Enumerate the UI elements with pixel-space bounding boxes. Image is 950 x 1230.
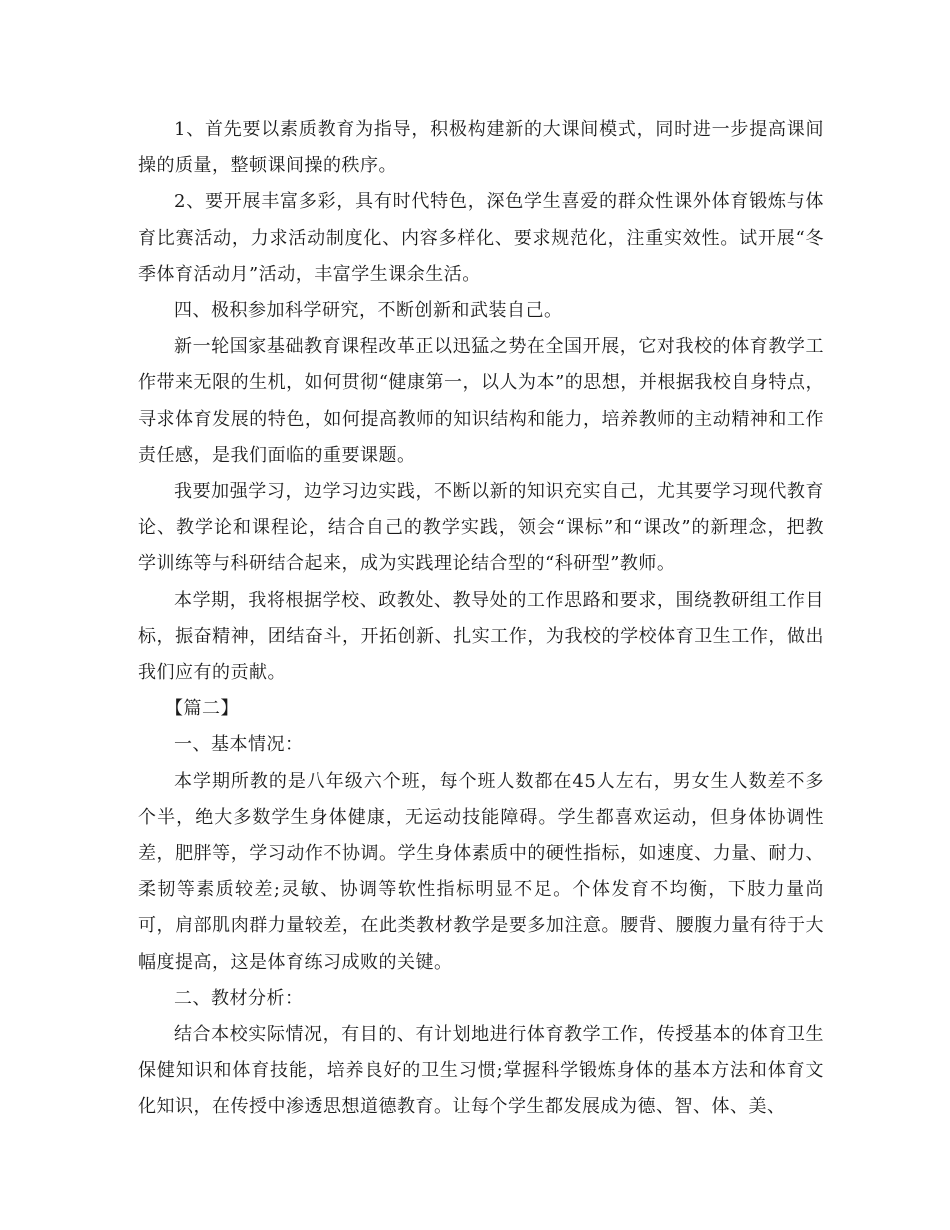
paragraph-item-1: 1、首先要以素质教育为指导，积极构建新的大课间模式，同时进一步提高课间操的质量，整顿课间操的秩序。 (138, 119, 824, 177)
paragraph-semester-goal: 本学期，我将根据学校、政教处、教导处的工作思路和要求，围绕教研组工作目标，振奋精神，团结奋斗，开拓创新、扎实工作，为我校的学校体育卫生工作，做出我们应有的贡献。 (138, 589, 824, 684)
paragraph-material-analysis: 结合本校实际情况，有目的、有计划地进行体育教学工作，传授基本的体育卫生保健知识和体育技能，培养良好的卫生习惯;掌握科学锻炼身体的基本方法和体育文化知识，在传授中渗透思想道德教育。让每个学生都发展成为德、智、体、美、 (138, 1024, 824, 1118)
paragraph-item-2: 2、要开展丰富多彩，具有时代特色，深色学生喜爱的群众性课外体育锻炼与体育比赛活动，力求活动制度化、内容多样化、要求规范化，注重实效性。试开展“冬季体育活动月”活动，丰富学生课余生活。 (138, 191, 824, 285)
paragraph-curriculum-reform: 新一轮国家基础教育课程改革正以迅猛之势在全国开展，它对我校的体育教学工作带来无限的生机，如何贯彻“健康第一，以人为本”的思想，并根据我校自身特点，寻求体育发展的特色，如何提高教师的知识结构和能力，培养教师的主动精神和工作责任感，是我们面临的重要课题。 (138, 336, 824, 466)
section-heading-basic-situation: 一、基本情况： (174, 734, 304, 756)
paragraph-study-plan: 我要加强学习，边学习边实践，不断以新的知识充实自己，尤其要学习现代教育论、教学论和课程论，结合自己的教学实践，领会“课标”和“课改”的新理念，把教学训练等与科研结合起来，成为实践理论结合型的“科研型”教师。 (138, 481, 824, 575)
paragraph-basic-situation: 本学期所教的是八年级六个班，每个班人数都在45人左右，男女生人数差不多个半，绝大多数学生身体健康，无运动技能障碍。学生都喜欢运动，但身体协调性差，肥胖等，学习动作不协调。学生身体素质中的硬性指标，如速度、力量、耐力、柔韧等素质较差;灵敏、协调等软性指标明显不足。个体发育不均衡，下肢力量尚可，肩部肌肉群力量较差，在此类教材教学是要多加注意。腰背、腰腹力量有待于大幅度提高，这是体育练习成败的关键。 (138, 770, 824, 973)
section-heading-material-analysis: 二、教材分析： (174, 987, 304, 1009)
section-heading-four: 四、极积参加科学研究，不断创新和武装自己。 (174, 300, 563, 322)
part-two-heading: 【篇二】 (165, 698, 239, 720)
